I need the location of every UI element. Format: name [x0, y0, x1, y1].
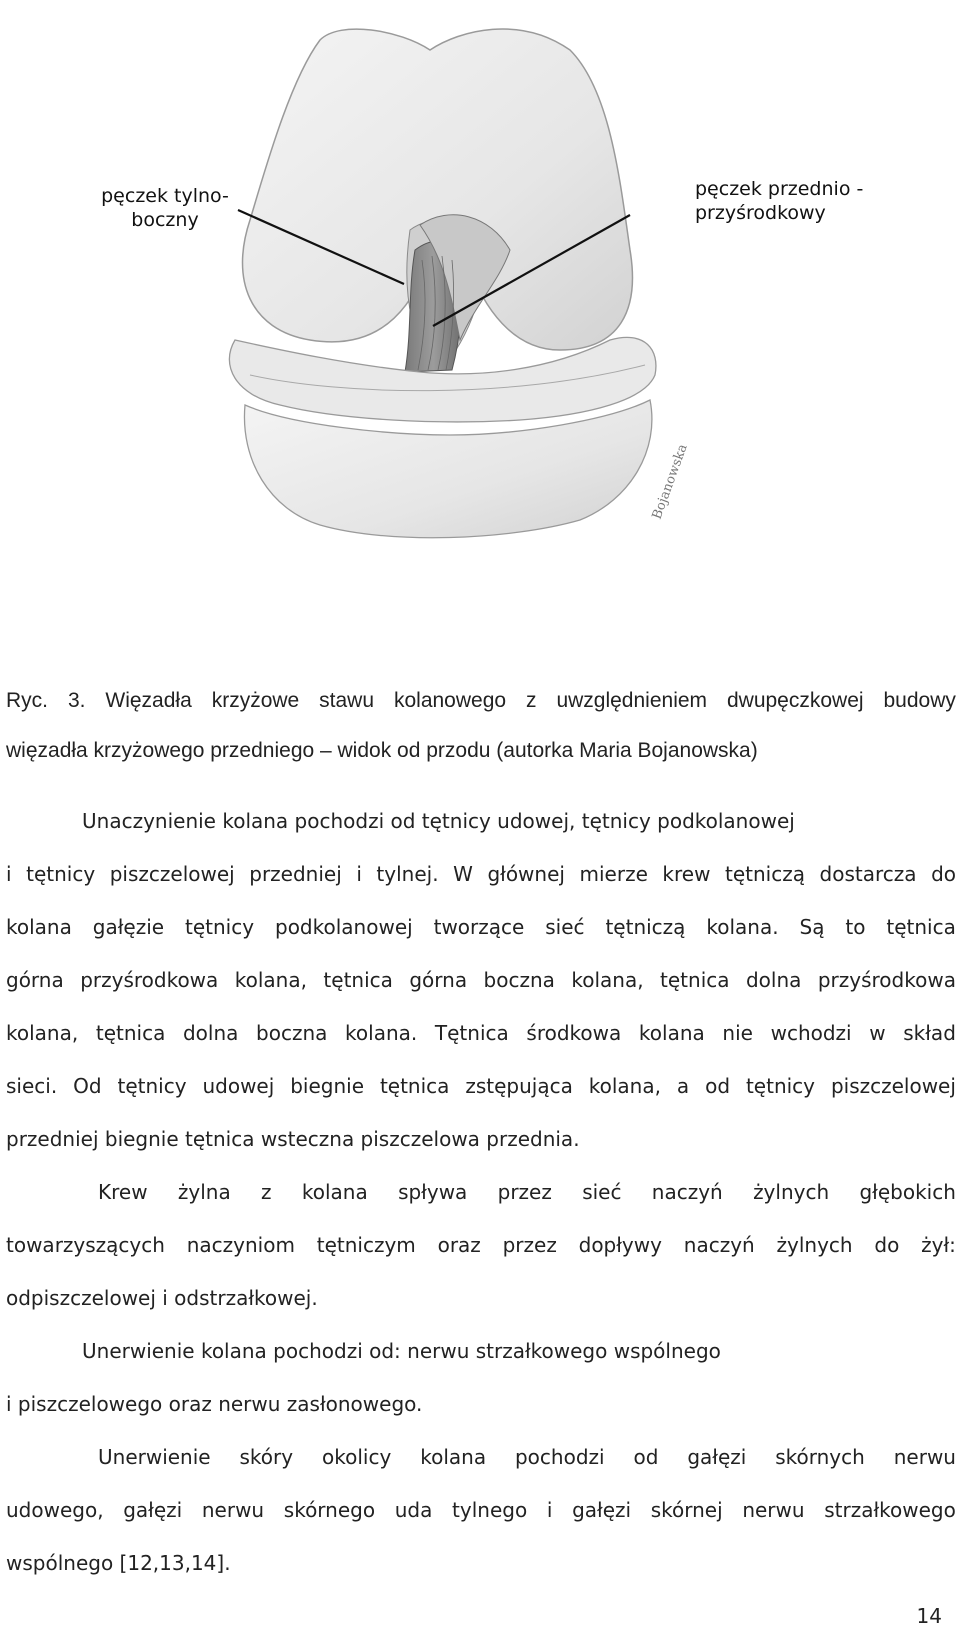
word: zstępująca: [465, 1074, 573, 1098]
word: przez: [502, 1233, 557, 1257]
paragraph-line: i piszczelowego oraz nerwu zasłonowego.: [6, 1392, 423, 1416]
word: a: [676, 1074, 690, 1098]
callout-posterolateral-bundle: [100, 184, 230, 232]
page-number: 14: [916, 1604, 942, 1628]
word: i: [6, 862, 12, 886]
word: kolana,: [234, 968, 307, 992]
word: tętnicy: [26, 862, 96, 886]
word: z: [261, 1180, 272, 1204]
word: gałęzi: [687, 1445, 747, 1469]
word: kolana.: [345, 1021, 418, 1045]
word: sieć: [582, 1180, 622, 1204]
word: nerwu: [893, 1445, 956, 1469]
paragraph-line: wspólnego [12,13,14].: [6, 1551, 231, 1575]
word: kolana: [301, 1180, 368, 1204]
knee-illustration: [190, 20, 750, 660]
word: i: [546, 1498, 553, 1522]
word: kolana,: [588, 1074, 661, 1098]
word: tętnica: [886, 915, 956, 939]
word: do: [931, 862, 956, 886]
word: skórnych: [775, 1445, 865, 1469]
callout-left-line1: pęczek tylno-: [101, 185, 229, 207]
paragraph-line: [6, 848, 956, 901]
word: kolana: [420, 1445, 487, 1469]
word: górna: [6, 968, 64, 992]
word: kolana: [638, 1021, 705, 1045]
word: do: [874, 1233, 900, 1257]
paragraph-line: [6, 1007, 956, 1060]
word: głównej: [487, 862, 565, 886]
caption-word: z: [526, 689, 537, 712]
word: Tętnica: [434, 1021, 509, 1045]
paragraph-line: [6, 1060, 956, 1113]
word: tętnica: [95, 1021, 166, 1045]
paragraph-line: [6, 901, 956, 954]
caption-word: krzyżowe: [211, 689, 300, 712]
word: od: [705, 1074, 731, 1098]
word: kolana,: [571, 968, 644, 992]
word: skład: [903, 1021, 956, 1045]
word: od: [633, 1445, 659, 1469]
knee-drawing: [190, 20, 750, 660]
word: nerwu: [742, 1498, 805, 1522]
signature: Bojanowska: [649, 442, 691, 522]
word: gałęzie: [92, 915, 165, 939]
word: uda: [394, 1498, 433, 1522]
caption-word: dwupęczkowej: [726, 689, 864, 712]
caption-word: Więzadła: [105, 689, 192, 712]
caption-word: budowy: [883, 689, 956, 712]
caption-word: 3.: [67, 689, 86, 712]
word: udowego,: [6, 1498, 104, 1522]
paragraph-line: przedniej biegnie tętnica wsteczna piszczelowa przednia.: [6, 1127, 580, 1151]
word: okolicy: [322, 1445, 392, 1469]
word: i: [356, 862, 362, 886]
word: skóry: [239, 1445, 294, 1469]
word: sieci.: [6, 1074, 58, 1098]
word: biegnie: [290, 1074, 365, 1098]
word: dopływy: [578, 1233, 662, 1257]
word: naczyń: [683, 1233, 755, 1257]
word: oraz: [437, 1233, 481, 1257]
callout-anteromedial-bundle: [695, 177, 875, 225]
word: Krew: [98, 1180, 148, 1204]
word: piszczelowej: [830, 1074, 956, 1098]
body-text: [6, 795, 956, 1590]
paragraph-line: odpiszczelowej i odstrzałkowej.: [6, 1286, 318, 1310]
word: środkowa: [526, 1021, 622, 1045]
word: przyśrodkowa: [817, 968, 956, 992]
word: górna: [409, 968, 468, 992]
word: nie: [722, 1021, 753, 1045]
word: W: [453, 862, 473, 886]
paragraph-line: [98, 1431, 956, 1484]
word: tętniczym: [316, 1233, 416, 1257]
word: boczna: [256, 1021, 328, 1045]
word: tętniczą: [605, 915, 686, 939]
word: przyśrodkowa: [80, 968, 219, 992]
word: pochodzi: [514, 1445, 605, 1469]
word: gałęzi: [572, 1498, 632, 1522]
caption-word: uwzględnieniem: [556, 689, 708, 712]
caption-line-2: więzadła krzyżowego przedniego – widok od przodu (autorka Maria Bojanowska): [6, 739, 758, 762]
word: gałęzi: [123, 1498, 183, 1522]
word: Są: [799, 915, 825, 939]
figure-caption: [6, 676, 956, 776]
word: dostarcza: [819, 862, 917, 886]
word: tętnicy: [117, 1074, 187, 1098]
word: żylnych: [776, 1233, 853, 1257]
word: skórnego: [283, 1498, 376, 1522]
paragraph-line: [6, 1219, 956, 1272]
word: strzałkowego: [824, 1498, 956, 1522]
word: żylna: [177, 1180, 231, 1204]
word: boczna: [483, 968, 555, 992]
word: towarzyszących: [6, 1233, 165, 1257]
word: to: [845, 915, 866, 939]
caption-word: stawu: [319, 689, 375, 712]
word: tętniczą: [725, 862, 805, 886]
word: żylnych: [753, 1180, 830, 1204]
word: piszczelowej: [109, 862, 235, 886]
word: Unerwienie: [98, 1445, 211, 1469]
word: tworzące: [433, 915, 525, 939]
word: w: [869, 1021, 886, 1045]
caption-word: kolanowego: [393, 689, 507, 712]
paragraph-line: Unerwienie kolana pochodzi od: nerwu strzałkowego wspólnego: [82, 1339, 721, 1363]
paragraph-line: Unaczynienie kolana pochodzi od tętnicy udowej, tętnicy podkolanowej: [82, 809, 795, 833]
word: Od: [73, 1074, 102, 1098]
word: podkolanowej: [275, 915, 413, 939]
word: tętnica: [660, 968, 730, 992]
paragraph-line: [6, 1484, 956, 1537]
word: przedniej: [249, 862, 342, 886]
word: tętnicy: [185, 915, 255, 939]
word: tętnica: [379, 1074, 450, 1098]
word: tylnego: [452, 1498, 528, 1522]
word: tylnej.: [376, 862, 439, 886]
paragraph-line: [6, 954, 956, 1007]
word: skórnej: [650, 1498, 723, 1522]
word: dolna: [182, 1021, 239, 1045]
word: kolana,: [6, 1021, 79, 1045]
word: sieć: [545, 915, 585, 939]
word: dolna: [745, 968, 802, 992]
word: mierze: [579, 862, 648, 886]
caption-word: Ryc.: [6, 689, 48, 712]
word: głębokich: [859, 1180, 956, 1204]
word: kolana.: [706, 915, 779, 939]
word: tętnicy: [745, 1074, 816, 1098]
callout-right-line1: pęczek przednio -: [695, 178, 864, 200]
word: spływa: [398, 1180, 468, 1204]
word: udowej: [202, 1074, 275, 1098]
word: przez: [497, 1180, 552, 1204]
caption-line-1: [6, 676, 956, 726]
word: kolana: [6, 915, 72, 939]
paragraph-line: [98, 1166, 956, 1219]
word: nerwu: [201, 1498, 265, 1522]
callout-right-line2: przyśrodkowy: [695, 202, 826, 224]
word: żył:: [921, 1233, 956, 1257]
word: krew: [662, 862, 711, 886]
word: wchodzi: [770, 1021, 852, 1045]
word: tętnica: [323, 968, 393, 992]
callout-left-line2: boczny: [131, 209, 199, 231]
word: naczyń: [651, 1180, 723, 1204]
word: naczyniom: [186, 1233, 295, 1257]
